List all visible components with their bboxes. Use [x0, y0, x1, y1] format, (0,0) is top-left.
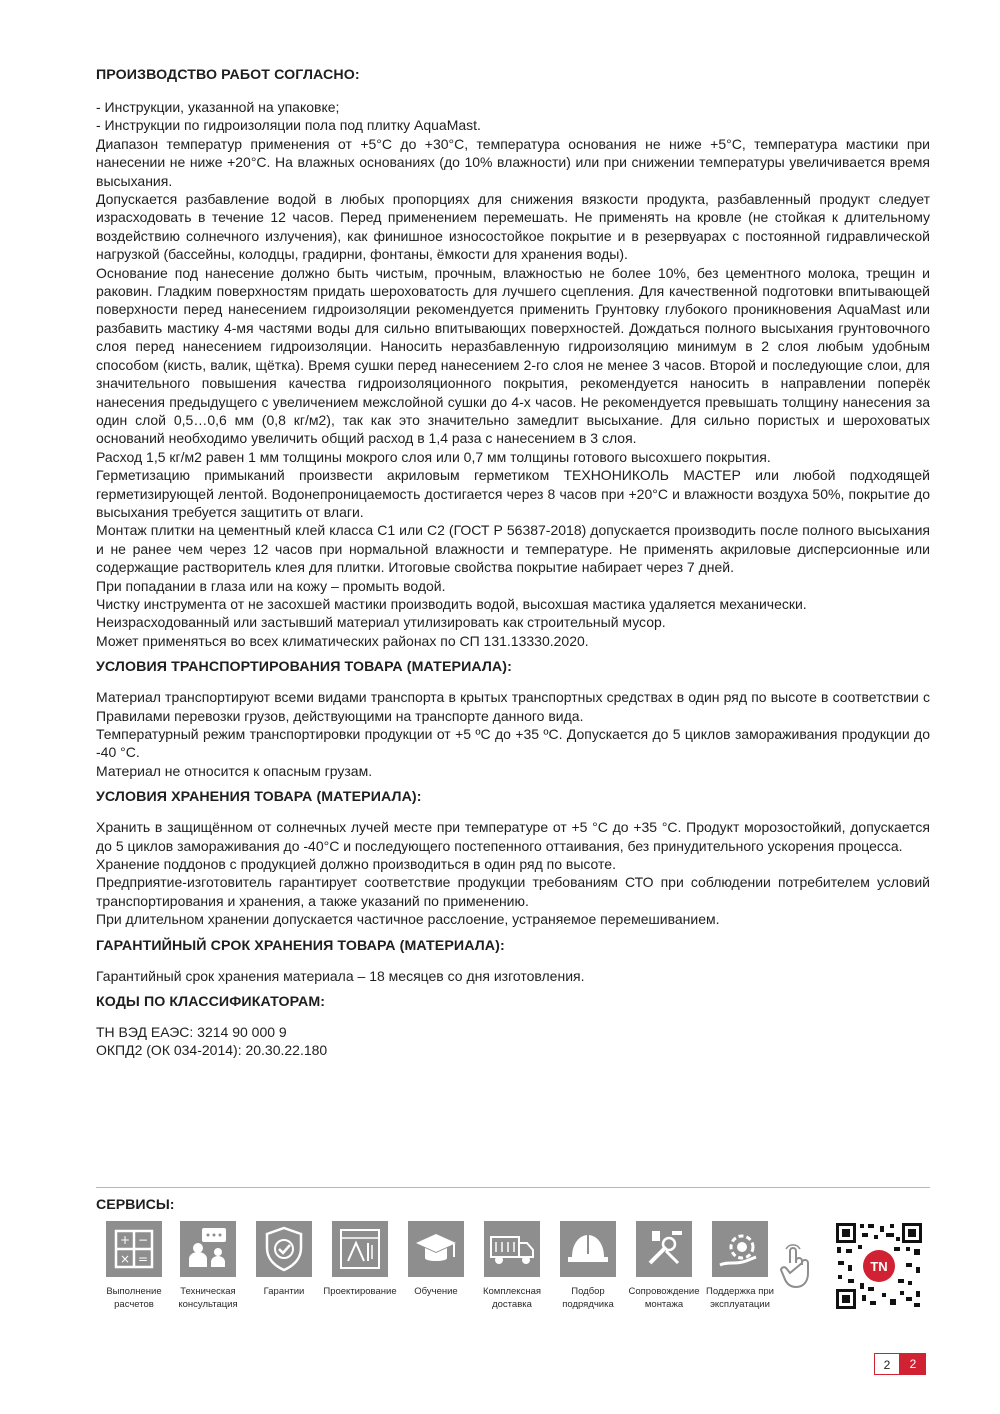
service-training[interactable] — [398, 1221, 474, 1298]
service-label: Подбор подрядчика — [562, 1286, 614, 1310]
svg-text:×: × — [119, 1252, 131, 1266]
service-contractor[interactable] — [550, 1221, 626, 1311]
calculator-icon — [106, 1221, 162, 1277]
qr-code-icon[interactable] — [834, 1221, 924, 1311]
service-label: Комплексная доставка — [482, 1286, 541, 1310]
service-label: Поддержка при эксплуатации — [706, 1286, 774, 1310]
service-label: Техническая консультация — [178, 1286, 238, 1310]
paragraph: - Инструкции по гидроизоляции пола под плитку AquaMast. — [96, 117, 481, 134]
svg-text:−: − — [137, 1233, 149, 1247]
services-row — [96, 1221, 930, 1321]
paragraph: Может применяться во всех климатических районах по СП 131.13330.2020. — [96, 632, 589, 649]
paragraph: Неизрасходованный или застывший материал утилизировать как строительный мусор. — [96, 614, 666, 631]
paragraph: Чистку инструмента от не засохшей мастики производить водой, высохшая мастика удаляется механически. — [96, 595, 807, 612]
consultation-icon — [180, 1221, 236, 1277]
service-label: Обучение — [414, 1286, 458, 1297]
page-total[interactable]: 2 — [900, 1353, 926, 1375]
pointer-hand-icon — [778, 1243, 814, 1289]
paragraph: ТН ВЭД ЕАЭС: 3214 90 000 9 — [96, 1024, 287, 1041]
section-title: УСЛОВИЯ ХРАНЕНИЯ ТОВАРА (МАТЕРИАЛА): — [96, 789, 422, 806]
service-calculations[interactable] — [96, 1221, 172, 1311]
divider — [96, 1187, 930, 1188]
section-codes — [96, 993, 930, 1060]
service-support[interactable] — [702, 1221, 778, 1311]
paragraph: Гарантийный срок хранения материала – 18 месяцев со дня изготовления. — [96, 967, 585, 984]
pagination — [874, 1353, 926, 1375]
paragraph: Допускается разбавление водой в любых пропорциях для снижения вязкости продукта, разбавленный продукт следует израсходовать в течение 12 часов. Перед применением перемешать. Не применять на кровле (не стойкая к длительному воздействию солнечного излучения), как финишное износостойкое покрытие и в резервуарах с постоянной гидравлической нагрузкой (бассейны, колодцы, градирни, фонтаны, ёмкости для хранения воды). — [96, 191, 930, 263]
truck-icon — [484, 1221, 540, 1277]
svg-text:TN: TN — [870, 1259, 888, 1274]
paragraph: Основание под нанесение должно быть чистым, прочным, влажностью не более 10%, без цементного молока, трещин и раковин. Гладким поверхностям придать шероховатость для лучшего сцепления. Для качественной подготовки впитывающей поверхности перед нанесением гидроизоляции рекомендуется применить Грунтовку глубокого проникновения AquaMast или разбавить мастику 4-мя частями воды для сильно впитывающих поверхностей. Дождаться полного высыхания грунтовочного слоя перед нанесением гидроизоляции. Наносить неразбавленную гидроизоляцию минимум в 2 слоя любым удобным способом (кисть, валик, щётка). Время сушки перед нанесением 2-го слоя не менее 3 часов. Второй и последующие слои, для значительного повышения качества гидроизоляционного покрытия, рекомендуется наносить в направлении поперёк нанесения предыдущего с увеличением межслойной сушки до 4-х часов. Не рекомендуется превышать толщину нанесения за один слой 0,5…0,6 мм (0,8 кг/м2), так как это значительно замедлит высыхание. Для сильно пористых и шероховатых оснований необходимо увеличить общий расход в 1,4 раза с нанесением в 3 слоя. — [96, 264, 930, 447]
shield-check-icon — [256, 1221, 312, 1277]
hard-hat-icon — [560, 1221, 616, 1277]
section-title: УСЛОВИЯ ТРАНСПОРТИРОВАНИЯ ТОВАРА (МАТЕРИАЛА): — [96, 659, 512, 676]
section-warranty — [96, 937, 930, 985]
paragraph: - Инструкции, указанной на упаковке; — [96, 99, 340, 115]
paragraph: Герметизацию примыканий произвести акриловым герметиком ТЕХНОНИКОЛЬ МАСТЕР или любой подходящей герметизирующей лентой. Водонепроницаемость достигается через 8 часов при +20°С и влажности воздуха 50%, покрытие до высыхания требуется защитить от влаги. — [96, 467, 930, 520]
blueprint-icon — [332, 1221, 388, 1277]
paragraph: Температурный режим транспортировки продукции от +5 ºС до +35 ºС. Допускается до 5 циклов замораживания продукции до -40 °С. — [96, 726, 930, 761]
service-guarantees[interactable] — [246, 1221, 322, 1298]
service-label: Сопровождение монтажа — [628, 1286, 700, 1310]
service-delivery[interactable] — [474, 1221, 550, 1311]
section-transport — [96, 658, 930, 780]
section-title: ГАРАНТИЙНЫЙ СРОК ХРАНЕНИЯ ТОВАРА (МАТЕРИАЛА): — [96, 937, 505, 954]
paragraph: Диапазон температур применения от +5°С до +30°С, температура основания не ниже +5°С, температура мастики при нанесении не ниже +20°С. На влажных основаниях (до 10% влажности) или при снижении температуры увеличивается время высыхания. — [96, 135, 930, 189]
section-title: ПРОИЗВОДСТВО РАБОТ СОГЛАСНО: — [96, 67, 360, 83]
service-consultation[interactable] — [170, 1221, 246, 1311]
paragraph: Монтаж плитки на цементный клей класса С1 или С2 (ГОСТ Р 56387-2018) допускается производить после полного высыхания и не ранее чем через 12 часов при нормальной влажности и температуре. Не применять акриловые дисперсионные или содержащие растворитель клея для плитки. Итоговые свойства покрытие набирает через 7 дней. — [96, 522, 930, 576]
paragraph: При попадании в глаза или на кожу – промыть водой. — [96, 577, 446, 594]
paragraph: ОКПД2 (ОК 034-2014): 20.30.22.180 — [96, 1042, 328, 1059]
paragraph: Хранить в защищённом от солнечных лучей месте при температуре от +5 °С до +35 °С. Продукт морозостойкий, допускается до 5 циклов замораживания до -40°С и последующего постепенного оттаивания, без принудительного ускорения процесса. — [96, 819, 930, 854]
services-title: СЕРВИСЫ: — [96, 1197, 175, 1213]
service-label: Выполнение расчетов — [106, 1286, 162, 1310]
services-block — [96, 1187, 930, 1310]
section-title: КОДЫ ПО КЛАССИФИКАТОРАМ: — [96, 994, 326, 1011]
support-gear-icon — [712, 1221, 768, 1277]
svg-text:=: = — [137, 1252, 149, 1266]
paragraph: При длительном хранении допускается частичное расслоение, устраняемое перемешиванием. — [96, 911, 720, 928]
page-number[interactable]: 2 — [874, 1353, 900, 1375]
service-installation[interactable] — [626, 1221, 702, 1311]
tools-icon — [636, 1221, 692, 1277]
service-label: Гарантии — [263, 1286, 305, 1297]
paragraph: Материал транспортируют всеми видами транспорта в крытых транспортных средствах в один ряд по высоте в соответствии с Правилами перевозки грузов, действующими на транспорте данного вида. — [96, 689, 930, 724]
service-label: Проектирование — [323, 1286, 397, 1297]
section-storage — [96, 788, 930, 928]
paragraph: Предприятие-изготовитель гарантирует соответствие продукции требованиям СТО при соблюдении потребителем условий транспортирования и хранения, а также указаний по применению. — [96, 874, 930, 909]
paragraph: Материал не относится к опасным грузам. — [96, 762, 373, 779]
document-body — [96, 66, 930, 1060]
section-production — [96, 66, 930, 650]
service-design[interactable] — [322, 1221, 398, 1298]
graduation-cap-icon — [408, 1221, 464, 1277]
paragraph: Хранение поддонов с продукцией должно производиться в один ряд по высоте. — [96, 856, 616, 873]
svg-text:+: + — [119, 1233, 131, 1247]
paragraph: Расход 1,5 кг/м2 равен 1 мм толщины мокрого слоя или 0,7 мм толщины готового высохшего покрытия. — [96, 448, 771, 465]
